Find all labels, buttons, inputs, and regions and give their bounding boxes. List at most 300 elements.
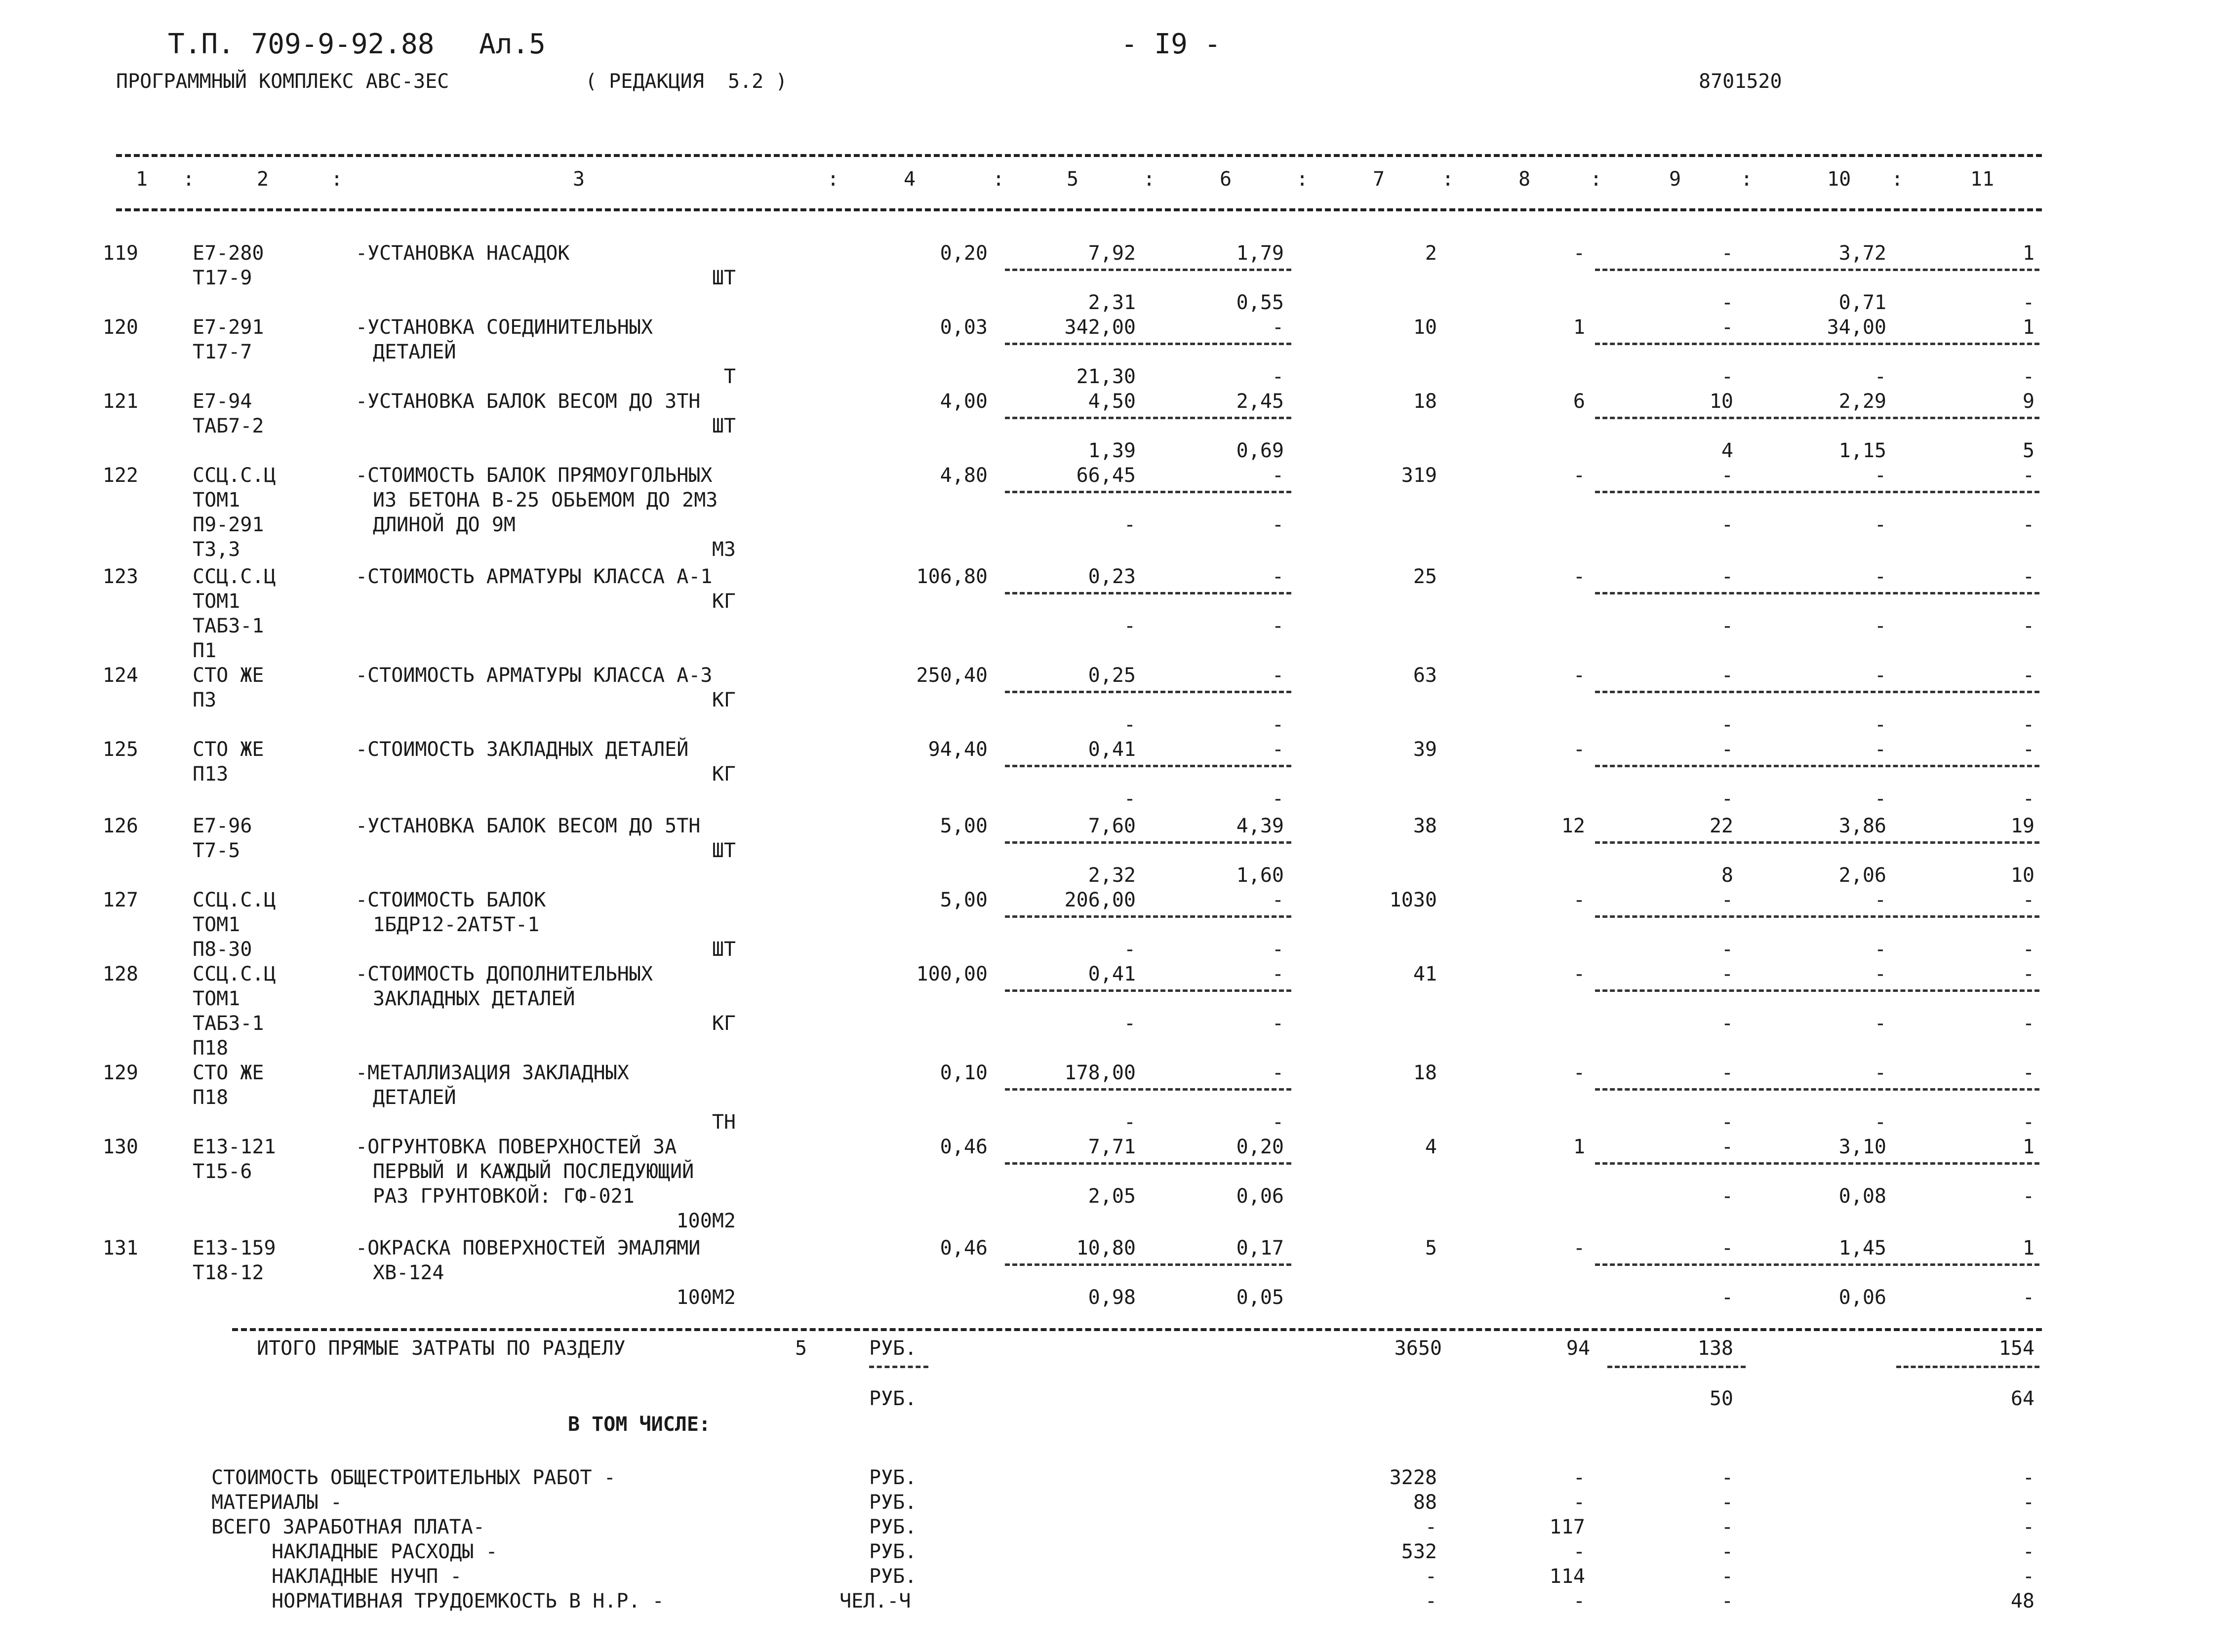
- cell-rule: [1005, 915, 1291, 918]
- unit-wage: -: [1123, 1012, 1136, 1035]
- work-description: -УСТАНОВКА БАЛОК ВЕСОМ ДО 3ТН: [356, 390, 701, 413]
- total-section: 5: [795, 1337, 807, 1360]
- machine-cost: -: [1272, 889, 1284, 911]
- unit-wage: -: [1123, 787, 1136, 810]
- row-number: 129: [102, 1062, 138, 1084]
- norm-code: Е7-94: [193, 390, 252, 413]
- summary-label: СТОИМОСТЬ ОБЩЕСТРОИТЕЛЬНЫХ РАБОТ -: [211, 1466, 616, 1489]
- norm-code: Т7-5: [193, 839, 240, 862]
- machine-cost: -: [1272, 963, 1284, 985]
- column-header-5: 5: [1067, 168, 1079, 191]
- cell-rule: [1005, 343, 1291, 345]
- column-separator: :: [1143, 168, 1156, 191]
- norm-code: Е7-96: [193, 815, 252, 837]
- work-description: ДЕТАЛЕЙ: [373, 1086, 456, 1109]
- cell-rule: [1005, 1263, 1291, 1266]
- machine-total-b: -: [1721, 513, 1733, 536]
- labor-per-unit: 1,45: [1838, 1237, 1886, 1259]
- norm-code: Е13-121: [193, 1136, 276, 1158]
- norm-code: СТО ЖЕ: [193, 738, 264, 761]
- unit-cost: 7,71: [1088, 1136, 1136, 1158]
- cell-rule: [1595, 417, 2039, 419]
- machine-total: -: [1721, 1237, 1733, 1259]
- labor-total-b: -: [2022, 938, 2035, 961]
- cell-rule: [1595, 491, 2039, 493]
- machine-wage: -: [1272, 513, 1284, 536]
- column-header-1: 1: [136, 168, 148, 191]
- total-cost: 2: [1425, 242, 1437, 265]
- column-header-4: 4: [904, 168, 916, 191]
- column-separator: :: [1741, 168, 1753, 191]
- labor-total: 1: [2022, 1136, 2035, 1158]
- norm-code: СТО ЖЕ: [193, 1062, 264, 1084]
- unit-of-measure: ШТ: [712, 938, 736, 961]
- norm-code: ТАБ3-1: [193, 1012, 264, 1035]
- summary-col11: -: [2022, 1565, 2035, 1588]
- labor-per-unit-b: -: [1874, 938, 1886, 961]
- total-col9: 138: [1697, 1337, 1733, 1360]
- norm-code: П8-30: [193, 938, 252, 961]
- machine-wage: -: [1272, 787, 1284, 810]
- work-description: ДЛИНОЙ ДО 9М: [373, 513, 516, 536]
- unit-of-measure: КГ: [712, 1012, 736, 1035]
- machine-wage: 0,05: [1236, 1286, 1284, 1309]
- quantity: 5,00: [940, 889, 988, 911]
- wage-total: -: [1573, 464, 1585, 487]
- labor-total: -: [2022, 738, 2035, 761]
- quantity: 0,20: [940, 242, 988, 265]
- column-header-9: 9: [1669, 168, 1681, 191]
- total-cost: 25: [1413, 565, 1437, 588]
- labor-per-unit: -: [1874, 1062, 1886, 1084]
- column-separator: :: [1891, 168, 1904, 191]
- total-col11-rule: [1896, 1366, 2039, 1368]
- summary-col8: 114: [1549, 1565, 1585, 1588]
- row-number: 125: [102, 738, 138, 761]
- cell-rule: [1595, 765, 2039, 767]
- column-header-10: 10: [1827, 168, 1851, 191]
- labor-per-unit: -: [1874, 738, 1886, 761]
- unit-of-measure: 100М2: [676, 1286, 736, 1309]
- total-cost: 41: [1413, 963, 1437, 985]
- unit-cost: 10,80: [1076, 1237, 1136, 1259]
- cell-rule: [1005, 1088, 1291, 1091]
- unit-of-measure: КГ: [712, 689, 736, 711]
- summary-unit: РУБ.: [869, 1540, 917, 1563]
- column-separator: :: [1442, 168, 1454, 191]
- total-col8: 94: [1566, 1337, 1590, 1360]
- machine-wage: -: [1272, 615, 1284, 637]
- summary-col9: -: [1721, 1516, 1733, 1538]
- unit-cost: 7,92: [1088, 242, 1136, 265]
- labor-total-b: -: [2022, 365, 2035, 388]
- work-description: -ОГРУНТОВКА ПОВЕРХНОСТЕЙ ЗА: [356, 1136, 677, 1158]
- machine-total-b: -: [1721, 291, 1733, 314]
- summary-col11: -: [2022, 1466, 2035, 1489]
- work-description: -СТОИМОСТЬ АРМАТУРЫ КЛАССА А-1: [356, 565, 713, 588]
- labor-per-unit-b: -: [1874, 1111, 1886, 1134]
- row-number: 127: [102, 889, 138, 911]
- labor-total-b: -: [2022, 1012, 2035, 1035]
- album-label: Ал.5: [479, 28, 546, 60]
- machine-total: 22: [1709, 815, 1733, 837]
- summary-label: МАТЕРИАЛЫ -: [211, 1491, 342, 1514]
- labor-total: 1: [2022, 242, 2035, 265]
- cell-rule: [1595, 989, 2039, 992]
- quantity: 100,00: [916, 963, 988, 985]
- machine-total-b: -: [1721, 1012, 1733, 1035]
- unit-of-measure: М3: [712, 538, 736, 561]
- machine-cost: 0,17: [1236, 1237, 1284, 1259]
- cell-rule: [1005, 269, 1291, 271]
- norm-code: ТОМ1: [193, 913, 240, 936]
- summary-unit: РУБ.: [869, 1466, 917, 1489]
- labor-per-unit-b: -: [1874, 615, 1886, 637]
- work-description: ЗАКЛАДНЫХ ДЕТАЛЕЙ: [373, 987, 575, 1010]
- machine-total: -: [1721, 464, 1733, 487]
- quantity: 250,40: [916, 664, 988, 687]
- unit-cost: 66,45: [1076, 464, 1136, 487]
- machine-total: -: [1721, 242, 1733, 265]
- quantity: 0,46: [940, 1136, 988, 1158]
- summary-col7: -: [1425, 1565, 1437, 1588]
- cell-rule: [1005, 592, 1291, 594]
- total-cost: 10: [1413, 316, 1437, 339]
- summary-label: НОРМАТИВНАЯ ТРУДОЕМКОСТЬ В Н.Р. -: [272, 1590, 664, 1613]
- column-header-7: 7: [1373, 168, 1385, 191]
- total-cost: 18: [1413, 1062, 1437, 1084]
- wage-total: -: [1573, 963, 1585, 985]
- summary-col9: -: [1721, 1565, 1733, 1588]
- labor-total-b: -: [2022, 291, 2035, 314]
- norm-code: ТАБ3-1: [193, 615, 264, 637]
- unit-cost: 0,25: [1088, 664, 1136, 687]
- machine-total: -: [1721, 738, 1733, 761]
- quantity: 0,03: [940, 316, 988, 339]
- column-header-2: 2: [257, 168, 269, 191]
- unit-cost: 342,00: [1064, 316, 1136, 339]
- cell-rule: [1595, 1088, 2039, 1091]
- machine-total: -: [1721, 664, 1733, 687]
- summary-col8: -: [1573, 1491, 1585, 1514]
- unit-wage: -: [1123, 713, 1136, 736]
- unit-cost: 0,41: [1088, 738, 1136, 761]
- labor-total: -: [2022, 565, 2035, 588]
- unit-of-measure: Т: [723, 365, 736, 388]
- total-cost: 63: [1413, 664, 1437, 687]
- machine-total-b: 4: [1721, 439, 1733, 462]
- summary-unit: РУБ.: [869, 1516, 917, 1538]
- wage-total: -: [1573, 1237, 1585, 1259]
- machine-wage: 0,06: [1236, 1185, 1284, 1208]
- labor-total: 19: [2010, 815, 2035, 837]
- machine-total: -: [1721, 963, 1733, 985]
- work-description: РАЗ ГРУНТОВКОЙ: ГФ-021: [373, 1185, 635, 1208]
- machine-wage: -: [1272, 938, 1284, 961]
- unit-wage: -: [1123, 1111, 1136, 1134]
- summary-col7: -: [1425, 1590, 1437, 1613]
- cell-rule: [1595, 1162, 2039, 1165]
- unit-wage: -: [1123, 513, 1136, 536]
- machine-cost: -: [1272, 738, 1284, 761]
- quantity: 5,00: [940, 815, 988, 837]
- row-number: 128: [102, 963, 138, 985]
- wage-total: 1: [1573, 1136, 1585, 1158]
- unit-cost: 7,60: [1088, 815, 1136, 837]
- column-separator: :: [331, 168, 343, 191]
- norm-code: ССЦ.С.Ц: [193, 464, 276, 487]
- work-description: ПЕРВЫЙ И КАЖДЫЙ ПОСЛЕДУЮЩИЙ: [373, 1160, 694, 1183]
- total-cost: 18: [1413, 390, 1437, 413]
- wage-total: -: [1573, 242, 1585, 265]
- machine-wage: -: [1272, 1012, 1284, 1035]
- unit-cost: 206,00: [1064, 889, 1136, 911]
- cell-rule: [1595, 841, 2039, 844]
- labor-per-unit-b: -: [1874, 365, 1886, 388]
- quantity: 0,10: [940, 1062, 988, 1084]
- labor-total-b: -: [2022, 615, 2035, 637]
- work-description: -УСТАНОВКА СОЕДИНИТЕЛЬНЫХ: [356, 316, 653, 339]
- summary-col11: 48: [2010, 1590, 2035, 1613]
- column-header-6: 6: [1220, 168, 1232, 191]
- work-description: -ОКРАСКА ПОВЕРХНОСТЕЙ ЭМАЛЯМИ: [356, 1237, 701, 1259]
- labor-total-b: 5: [2022, 439, 2035, 462]
- labor-per-unit-b: -: [1874, 513, 1886, 536]
- labor-total-b: -: [2022, 787, 2035, 810]
- total-col7: 3650: [1394, 1337, 1442, 1360]
- machine-cost: -: [1272, 1062, 1284, 1084]
- labor-total-b: -: [2022, 713, 2035, 736]
- row-number: 121: [102, 390, 138, 413]
- column-separator: :: [1590, 168, 1602, 191]
- machine-total-b: -: [1721, 938, 1733, 961]
- norm-code: ТОМ1: [193, 489, 240, 511]
- machine-cost: 0,20: [1236, 1136, 1284, 1158]
- work-description: -МЕТАЛЛИЗАЦИЯ ЗАКЛАДНЫХ: [356, 1062, 629, 1084]
- row-number: 123: [102, 565, 138, 588]
- norm-code: ССЦ.С.Ц: [193, 565, 276, 588]
- labor-per-unit-b: 2,06: [1838, 864, 1886, 887]
- machine-cost: 4,39: [1236, 815, 1284, 837]
- program-code: 8701520: [1699, 70, 1782, 93]
- quantity: 94,40: [928, 738, 988, 761]
- machine-wage: 1,60: [1236, 864, 1284, 887]
- row-number: 130: [102, 1136, 138, 1158]
- summary-col9: -: [1721, 1590, 1733, 1613]
- total-col11-b: 64: [2010, 1387, 2035, 1410]
- norm-code: Е7-291: [193, 316, 264, 339]
- labor-per-unit: 3,10: [1838, 1136, 1886, 1158]
- labor-total-b: -: [2022, 513, 2035, 536]
- unit-cost: 178,00: [1064, 1062, 1136, 1084]
- labor-per-unit-b: 0,08: [1838, 1185, 1886, 1208]
- cell-rule: [1005, 491, 1291, 493]
- unit-of-measure: ТН: [712, 1111, 736, 1134]
- labor-total: 1: [2022, 1237, 2035, 1259]
- machine-total-b: -: [1721, 787, 1733, 810]
- labor-per-unit: -: [1874, 664, 1886, 687]
- norm-code: П9-291: [193, 513, 264, 536]
- labor-per-unit: 3,86: [1838, 815, 1886, 837]
- norm-code: П13: [193, 763, 229, 786]
- total-cost: 5: [1425, 1237, 1437, 1259]
- norm-code: ССЦ.С.Ц: [193, 889, 276, 911]
- unit-wage: 1,39: [1088, 439, 1136, 462]
- total-cost: 1030: [1389, 889, 1437, 911]
- labor-total-b: 10: [2010, 864, 2035, 887]
- quantity: 4,00: [940, 390, 988, 413]
- norm-code: ССЦ.С.Ц: [193, 963, 276, 985]
- summary-col11: -: [2022, 1516, 2035, 1538]
- labor-per-unit: 2,29: [1838, 390, 1886, 413]
- machine-total: -: [1721, 1136, 1733, 1158]
- work-description: -УСТАНОВКА БАЛОК ВЕСОМ ДО 5ТН: [356, 815, 701, 837]
- unit-of-measure: 100М2: [676, 1210, 736, 1232]
- labor-per-unit-b: 1,15: [1838, 439, 1886, 462]
- machine-total: -: [1721, 889, 1733, 911]
- labor-total-b: -: [2022, 1286, 2035, 1309]
- summary-unit: РУБ.: [869, 1491, 917, 1514]
- labor-total: -: [2022, 1062, 2035, 1084]
- total-cost: 39: [1413, 738, 1437, 761]
- work-description: -СТОИМОСТЬ ДОПОЛНИТЕЛЬНЫХ: [356, 963, 653, 985]
- including-label: В ТОМ ЧИСЛЕ:: [568, 1413, 711, 1436]
- machine-cost: 2,45: [1236, 390, 1284, 413]
- row-number: 124: [102, 664, 138, 687]
- cell-rule: [1005, 765, 1291, 767]
- unit-of-measure: ШТ: [712, 839, 736, 862]
- total-unit-rule: [869, 1366, 928, 1368]
- table-header-rule: [116, 208, 2042, 211]
- work-description: 1БДР12-2АТ5Т-1: [373, 913, 540, 936]
- summary-unit: РУБ.: [869, 1565, 917, 1588]
- work-description: ДЕТАЛЕЙ: [373, 341, 456, 363]
- total-cost: 4: [1425, 1136, 1437, 1158]
- summary-col11: -: [2022, 1491, 2035, 1514]
- norm-code: Т17-7: [193, 341, 252, 363]
- unit-wage: 2,32: [1088, 864, 1136, 887]
- column-separator: :: [827, 168, 839, 191]
- cell-rule: [1005, 691, 1291, 693]
- row-number: 131: [102, 1237, 138, 1259]
- labor-total: -: [2022, 664, 2035, 687]
- summary-col7: 532: [1401, 1540, 1437, 1563]
- total-cost: 319: [1401, 464, 1437, 487]
- program-label: ПРОГРАММНЫЙ КОМПЛЕКС АВС-3ЕС: [116, 70, 449, 93]
- labor-total: -: [2022, 464, 2035, 487]
- summary-col9: -: [1721, 1540, 1733, 1563]
- unit-cost: 0,41: [1088, 963, 1136, 985]
- machine-total-b: -: [1721, 1286, 1733, 1309]
- labor-per-unit-b: -: [1874, 787, 1886, 810]
- summary-col7: 3228: [1389, 1466, 1437, 1489]
- cell-rule: [1005, 1162, 1291, 1165]
- row-number: 126: [102, 815, 138, 837]
- total-rule: [232, 1328, 2042, 1331]
- norm-code: Т18-12: [193, 1261, 264, 1284]
- work-description: ИЗ БЕТОНА В-25 ОБЬЕМОМ ДО 2М3: [373, 489, 718, 511]
- unit-wage: -: [1123, 615, 1136, 637]
- cell-rule: [1595, 915, 2039, 918]
- page-number: - I9 -: [1121, 28, 1221, 60]
- unit-wage: -: [1123, 938, 1136, 961]
- labor-per-unit-b: 0,06: [1838, 1286, 1886, 1309]
- unit-of-measure: КГ: [712, 763, 736, 786]
- norm-code: ТАБ7-2: [193, 415, 264, 437]
- unit-of-measure: ШТ: [712, 415, 736, 437]
- machine-total: -: [1721, 316, 1733, 339]
- norm-code: П1: [193, 639, 217, 662]
- wage-total: 1: [1573, 316, 1585, 339]
- total-unit-2: РУБ.: [869, 1387, 917, 1410]
- norm-code: П3: [193, 689, 217, 711]
- wage-total: -: [1573, 1062, 1585, 1084]
- norm-code: Т3,3: [193, 538, 240, 561]
- machine-total-b: -: [1721, 713, 1733, 736]
- cell-rule: [1005, 841, 1291, 844]
- machine-cost: -: [1272, 664, 1284, 687]
- quantity: 0,46: [940, 1237, 988, 1259]
- total-unit: РУБ.: [869, 1337, 917, 1360]
- labor-total: -: [2022, 963, 2035, 985]
- unit-wage: 21,30: [1076, 365, 1136, 388]
- total-cost: 38: [1413, 815, 1437, 837]
- cell-rule: [1005, 417, 1291, 419]
- norm-code: Т17-9: [193, 267, 252, 289]
- summary-col7: -: [1425, 1516, 1437, 1538]
- work-description: -СТОИМОСТЬ БАЛОК: [356, 889, 546, 911]
- labor-per-unit-b: -: [1874, 1012, 1886, 1035]
- wage-total: 12: [1561, 815, 1585, 837]
- summary-col8: -: [1573, 1590, 1585, 1613]
- cell-rule: [1595, 1263, 2039, 1266]
- summary-col7: 88: [1413, 1491, 1437, 1514]
- wage-total: -: [1573, 889, 1585, 911]
- work-description: -СТОИМОСТЬ БАЛОК ПРЯМОУГОЛЬНЫХ: [356, 464, 713, 487]
- column-separator: :: [993, 168, 1005, 191]
- machine-total: -: [1721, 565, 1733, 588]
- work-description: -УСТАНОВКА НАСАДОК: [356, 242, 570, 265]
- norm-code: СТО ЖЕ: [193, 664, 264, 687]
- summary-col8: -: [1573, 1540, 1585, 1563]
- machine-cost: -: [1272, 464, 1284, 487]
- work-description: ХВ-124: [373, 1261, 444, 1284]
- total-col9-rule: [1607, 1366, 1746, 1368]
- labor-per-unit-b: 0,71: [1838, 291, 1886, 314]
- machine-total-b: -: [1721, 1111, 1733, 1134]
- total-label: ИТОГО ПРЯМЫЕ ЗАТРАТЫ ПО РАЗДЕЛУ: [257, 1337, 626, 1360]
- column-header-3: 3: [573, 168, 585, 191]
- unit-wage: 2,05: [1088, 1185, 1136, 1208]
- labor-total-b: -: [2022, 1185, 2035, 1208]
- unit-of-measure: ШТ: [712, 267, 736, 289]
- machine-cost: 1,79: [1236, 242, 1284, 265]
- row-number: 119: [102, 242, 138, 265]
- wage-total: -: [1573, 738, 1585, 761]
- total-col11: 154: [1998, 1337, 2035, 1360]
- doc-ref: Т.П. 709-9-92.88: [168, 28, 435, 60]
- summary-label: ВСЕГО ЗАРАБОТНАЯ ПЛАТА-: [211, 1516, 485, 1538]
- labor-total: -: [2022, 889, 2035, 911]
- machine-wage: -: [1272, 1111, 1284, 1134]
- labor-total: 9: [2022, 390, 2035, 413]
- cell-rule: [1595, 343, 2039, 345]
- machine-total-b: -: [1721, 1185, 1733, 1208]
- machine-total-b: 8: [1721, 864, 1733, 887]
- unit-of-measure: КГ: [712, 590, 736, 613]
- wage-total: 6: [1573, 390, 1585, 413]
- norm-code: П18: [193, 1086, 229, 1109]
